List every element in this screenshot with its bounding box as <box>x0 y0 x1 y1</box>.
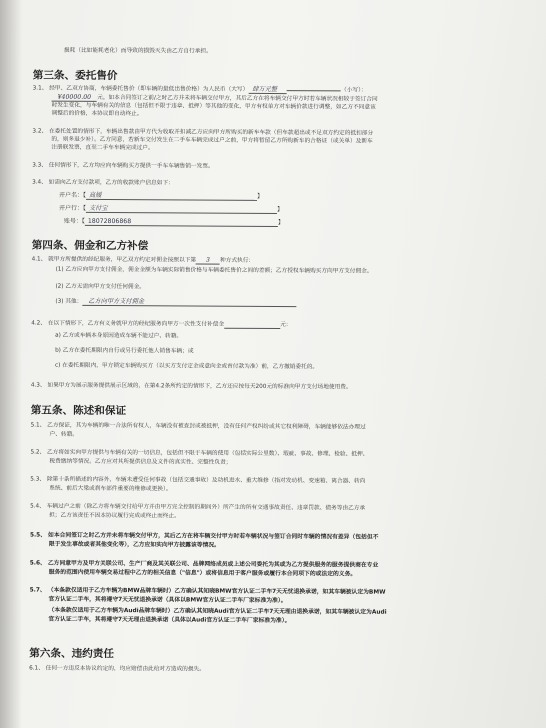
clause-5-7-line2: 官方认证二手车，其将遵守7天无忧退换承诺（具体以BMW官方认证二手车厂家标准为准）。 <box>48 596 287 605</box>
account-number-value: 18072806868 <box>85 218 278 227</box>
price-upper-value: 肆万元整 <box>248 86 287 94</box>
clause-3-2-line2: 的，则多退少补）。乙方同意，若新车交付发生在二手车车辆完成过户之前，甲方将暂留乙方所购新车的合格证（或关单）及新车 <box>51 136 373 145</box>
clause-5-4-line1: 5.4、 车辆过户之前（除乙方将车辆交付给甲方并由甲方完全控制的期间外）所产生的所有交通事故责任、违章罚款、债务等由乙方承 <box>30 503 366 512</box>
option-3-label: (3) 其他： <box>55 298 83 305</box>
clause-3-4: 3.4、 如需向乙方支付款项，乙方的收款账户信息如下： <box>32 179 174 187</box>
article6-title: 第六条、违约责任 <box>29 647 115 661</box>
compensation-blank <box>224 322 280 329</box>
article3-title: 第三条、委托售价 <box>32 69 118 83</box>
clause-4-2-c: c) 在委托期限内，甲方锁定车辆购买方（以买方支付定金或意向金或首付款为准）前，乙方撤销委托的。 <box>54 362 319 371</box>
clause-3-1-text-b: 元。如本合同签订之前/之时乙方并未将车辆交付甲方，其后乙方在将车辆交付甲方时若车辆状况相较于签订合同 <box>97 94 378 103</box>
option-3-value: 乙方向甲方支付佣金 <box>82 298 296 307</box>
clause-5-6-line1: 5.6、 乙方同意甲方及甲方关联公司、生产厂商及其关联公司、品牌网络成员或上述公司委托为其或为乙方提供服务的服务提供商在专业 <box>29 560 379 569</box>
clause-3-1-line3: 时发生变化，与车辆有关的信息（包括但不限于违章、抵押）等其他的变化，甲方有权单方对车辆价款进行调整，如乙方不同意该 <box>51 102 376 111</box>
clause-5-6-line2: 服务的范围内使用车辆交易过程中乙方的相关信息（"信息"）或将信息用于客户服务或履行本合同项下的或法定的义务。 <box>48 569 357 578</box>
clause-4-1 <box>32 257 255 264</box>
clause-3-1-text: 3.1、 经甲、乙双方协商，车辆委托售价（即车辆的最低出售价格）为人民币（大写） <box>32 85 249 93</box>
clause-5-5-line2: 限于发生事故或者其他变化等），乙方应如实向甲方披露该等情况。 <box>48 541 220 549</box>
clause-5-7-line3: （本条款仅适用于乙方车辆为Audi品牌车辆时）乙方确认其知晓Audi官方认证二手车7天无理由退换承诺，如其车辆被认定为Audi <box>48 607 387 616</box>
clause-5-1-line2: 户、转籍。 <box>49 431 79 438</box>
article4-title: 第四条、佣金和乙方补偿 <box>31 239 149 253</box>
account-holder-field <box>59 190 263 201</box>
account-number-close: 】 <box>277 219 284 227</box>
clause-4-1-text-b: 种方式执行： <box>219 257 255 264</box>
top-line: 损耗（比如能耗老化）而导致的损毁灭失由乙方自行承担。 <box>63 47 212 55</box>
commission-option-choice: 3 <box>196 257 220 265</box>
bank-value: 支付宝 <box>86 203 277 214</box>
clause-3-2-line1: 3.2、 在委托处置的情形下，车辆出售款由甲方代为收取并扣减乙方应向甲方所购买的新车车款（但车款超出或不足双方约定的抵扣部分 <box>32 128 374 137</box>
clause-4-2-text: 4.2、 在以下情形下，乙方有义务就甲方的经纪服务向甲方一次性支付补偿金 <box>31 320 225 328</box>
clause-5-4-line2: 担；乙方该责任不因本协议履行完成或终止而终止。 <box>49 512 180 520</box>
clause-4-2-text-b: 元： <box>280 322 292 329</box>
clause-3-1-line2 <box>52 95 378 103</box>
article5-title: 第五条、陈述和保证 <box>30 404 127 418</box>
account-number-field <box>64 216 284 227</box>
option-2: (2) 乙方无需向甲方支付任何佣金。 <box>55 283 145 291</box>
clause-4-1-text: 4.1、 就甲方所提供的经纪服务，甲乙双方约定对佣金按照以下第 <box>31 256 197 264</box>
clause-4-3: 4.3、 如果甲方为展示服务提供展示区域的，在第4.2条所约定的情形下，乙方还应按每天200元的标准向甲方支付场地使用费。 <box>30 382 352 391</box>
account-holder-value: 高媛 <box>86 190 257 201</box>
price-lower-value: ¥40000.00 <box>52 94 98 102</box>
clause-4-2 <box>31 321 291 330</box>
bank-field <box>59 203 283 214</box>
clause-3-1-line1 <box>33 86 367 94</box>
option-3 <box>55 299 296 306</box>
clause-5-2-line2: 税费缴纳等情况。乙方应对其所提供信息及文件的真实性、完整性负责； <box>49 458 232 466</box>
clause-3-2-line3: 注册联发票，直至二手车车辆完成过户。 <box>51 144 154 152</box>
clause-5-5-line1: 5.5、 如本合同签订之时乙方并未将车辆交付甲方，其后乙方在将车辆交付甲方时若车辆状况与签订合同时车辆的情况有差异（包括但不 <box>29 532 379 541</box>
bank-label: 开户行：【 <box>58 204 86 212</box>
price-upper-blank <box>287 90 341 91</box>
bank-close: 】 <box>276 206 283 214</box>
clause-3-3: 3.3、 任何情形下，乙方均应向车辆购买方提供一手车车辆售销一发票。 <box>32 162 214 170</box>
clause-5-1-line1: 5.1、 乙方保证，其为车辆的唯一合法所有权人，车辆没有被查封或被抵押，没有任何产权纠纷或其它权利障碍，车辆能够依法办理过 <box>30 422 366 431</box>
price-lower-label: （小写）： <box>341 87 367 94</box>
account-holder-close: 】 <box>257 192 264 200</box>
clause-5-7-line1: 5.7、 （本条款仅适用于乙方车辆为BMW品牌车辆时）乙方确认其知晓BMW官方认证二手车7天无忧退换承诺，如其车辆被认定为BMW <box>29 587 386 596</box>
clause-5-7-line4: 官方认证二手车，其将遵守7天无理由退换承诺（具体以Audi官方认证二手车厂家标准为准）。 <box>48 616 291 625</box>
account-holder-label: 开户名：【 <box>59 191 87 199</box>
clause-3-1-line4: 调整后的价格，本协议即自动终止。 <box>51 110 143 118</box>
clause-6-1: 6.1、 任何一方违反本协议约定的，均应赔偿由此给对方造成的损失。 <box>29 665 205 673</box>
clause-5-2-line1: 5.2、 乙方将如实向甲方提供与车辆有关的一切信息，包括但不限于车辆的使用（包括实际公里数）、瑕疵、事故、修理、检验、抵押、 <box>30 449 369 458</box>
clause-4-2-b: b) 乙方在委托期限内自行或另行委托他人销售车辆；或 <box>55 347 194 355</box>
account-number-label: 账号：【 <box>63 217 85 225</box>
clause-4-2-a: a) 乙方或车辆本身原因造成车辆不能过户、转籍。 <box>55 332 183 340</box>
clause-5-3-line1: 5.3、 除第十条所描述的内容外，车辆未遭受任何事故（包括交通事故）及动机进水、重大维修（指对发动机、变速箱、离合器、转向 <box>30 476 366 485</box>
clause-5-3-line2: 系统、前后大梁或刹车部件重要的维修或更换）。 <box>49 485 172 493</box>
option-1: (1) 乙方应向甲方支付佣金，佣金金额为车辆实际销售价格与车辆委托售价之间的差额；乙方授权车辆购买方向甲方支付佣金。 <box>55 266 373 275</box>
